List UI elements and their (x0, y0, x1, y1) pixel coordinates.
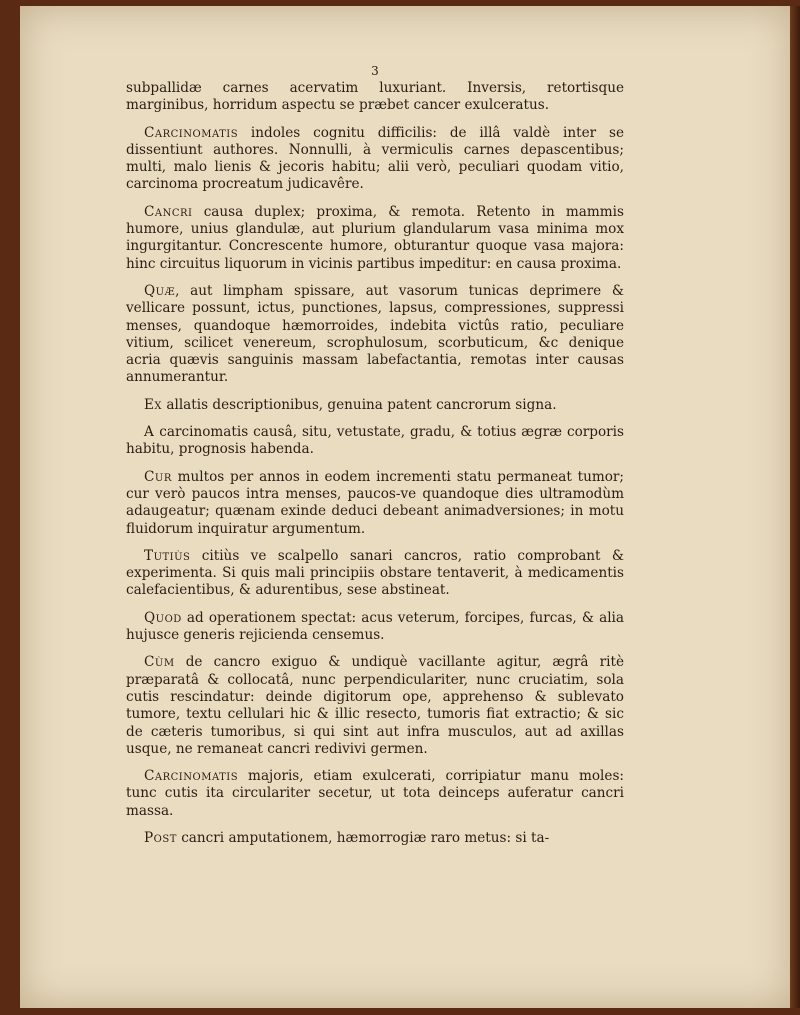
paragraph-lead: Tutiùs (144, 547, 191, 564)
paragraph-lead: Cùm (144, 654, 175, 671)
paragraph-lead: Carcinomatis (144, 124, 239, 141)
paragraph-body: , aut limpham spissare, aut vasorum tunicas deprimere & vellicare possunt, ictus, punctiones, lapsus, compressiones, suppressi menses, quandoque hæmorroides, indebita victûs ratio, peculiare vitium, scilicet venereum, scrophulosum, scorbuticum, &c denique acria quævis sanguinis massam labefactantia, remotas inter causas annumerantur. (126, 282, 624, 386)
paragraph-body: causa duplex; proxima, & remota. Retento in mammis humore, unius glandulæ, aut plurium glandularum vasa minima mox ingurgitantur. Concrescente humore, obturantur quoque vasa majora: hinc circuitus liquorum in vicinis partibus impeditur: en causa proxima. (126, 203, 624, 272)
paragraph-body: ad operationem spectat: acus veterum, forcipes, furcas, & alia hujusce generis rejicienda censemus. (126, 609, 624, 644)
page-text-block (126, 64, 624, 857)
paragraph-lead: Carcinomatis (144, 768, 239, 785)
paragraph-lead: Cur (144, 468, 172, 485)
page-edge (790, 6, 800, 1008)
paragraph-body: cancri amputationem, hæmorrogiæ raro metus: si ta- (176, 829, 550, 846)
paragraph-body: multos per annos in eodem incrementi statu permaneat tumor; cur verò paucos intra menses, paucos-ve quandoque dies ultramodùm adaugeatur; quænam exinde deduci debeant animadversiones; in motu fluidorum inquiratur argumentum. (126, 468, 624, 537)
paragraph-lead: Quæ (144, 282, 176, 299)
paragraph (126, 125, 624, 194)
paragraph-lead: Quod (144, 609, 182, 626)
paragraph (126, 768, 624, 820)
paragraph-lead: Post (144, 829, 177, 846)
paragraph-body: allatis descriptionibus, genuina patent cancrorum signa. (162, 396, 557, 413)
paragraph (126, 397, 624, 414)
paragraph-body: indoles cognitu difficilis: de illâ valdè inter se dissentiunt authores. Nonnulli, à vermiculis carnes depascentibus; multi, malo lienis & jecoris habitu; alii verò, peculiari quodam vitio, carcinoma procreatum judicavêre. (126, 124, 624, 193)
paragraph (126, 80, 624, 115)
page-number: 3 (371, 64, 379, 78)
paragraph-lead: Ex (144, 396, 163, 413)
paragraph-body: de cancro exiguo & undiquè vacillante agitur, ægrâ ritè præparatâ & collocatâ, nunc perpendiculariter, nunc cruciatim, sola cutis rescindatur: deinde digitorum ope, apprehenso & sublevato tumore, textu cellulari hic & illic resecto, tumoris fiat extractio; & sic de cæteris tumoribus, si qui sint aut infra musculos, aut ad axillas usque, ne remaneat cancri redivivi germen. (126, 654, 624, 757)
paragraph-lead: Cancri (144, 203, 193, 220)
paragraph (126, 469, 624, 538)
paragraph-body: subpallidæ carnes acervatim luxuriant. Inversis, retortisque marginibus, horridum aspectu se præbet cancer exulceratus. (126, 80, 624, 114)
paragraph (126, 283, 624, 387)
paragraph (126, 424, 624, 459)
paragraph (126, 548, 624, 600)
paragraph-body: carcinomatis causâ, situ, vetustate, gradu, & totius ægræ corporis habitu, prognosis habenda. (126, 424, 624, 458)
paragraph-body: citiùs ve scalpello sanari cancros, ratio comprobant & experimenta. Si quis mali principiis obstare tentaverit, à medicamentis calefacientibus, & adurentibus, sese abstineat. (126, 547, 624, 599)
paragraph (126, 610, 624, 645)
paragraph-body: majoris, etiam exulcerati, corripiatur manu moles: tunc cutis ita circulariter secetur, ut tota deinceps auferatur cancri massa. (126, 768, 624, 819)
paragraph-lead: A (144, 424, 155, 441)
paragraph (126, 654, 624, 758)
paragraph (126, 830, 624, 847)
paragraph (126, 204, 624, 273)
